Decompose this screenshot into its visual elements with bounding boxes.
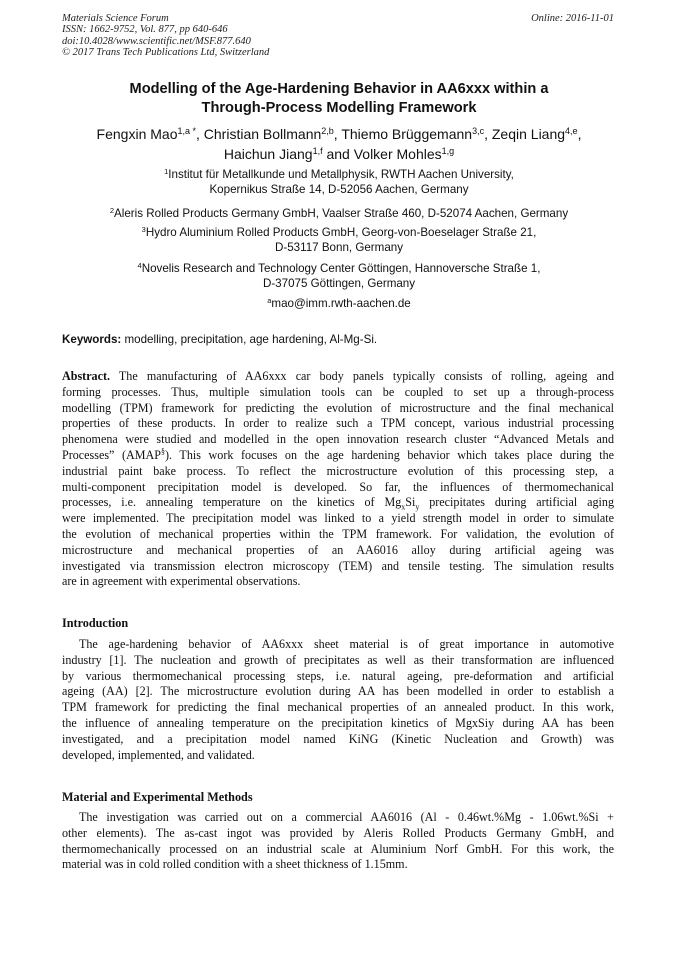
doi-line[interactable]: doi:10.4028/www.scientific.net/MSF.877.640 (62, 35, 251, 47)
author-affil-mark: 1,a * (177, 126, 196, 136)
methods-body: The investigation was carried out on a commercial AA6016 (Al - 0.46wt.%Mg - 1.06wt.%Si + other elements). The as-cast ingot was provided by Aleris Rolled Products Germany GmbH, and thermomechanically processed on an industrial scale at Aluminium Norf GmbH. For this work, the material was in cold rolled condition with a sheet thickness of 1.15mm. (62, 810, 614, 872)
author-line-1: Fengxin Mao$^{1,a *}$, Christian Bollmann$^{2,b}$, Thiemo Brüggemann$^{3,c}$, Zeqin Liang$^{4,e}$, (96, 126, 582, 142)
affiliation-1: $^1$Institut für Metallkunde und Metallphysik, RWTH Aachen University, Kopernikus Straße 14, D-52056 Aachen, Germany (164, 167, 514, 196)
author-affil-mark: 3,c (472, 126, 485, 136)
author-name: Thiemo Brüggemann (341, 126, 473, 142)
issn-line: ISSN: 1662-9752, Vol. 877, pp 640-646 (62, 24, 228, 36)
author-affil-mark: 1,g (441, 146, 455, 156)
keywords-label: Keywords: (62, 333, 122, 346)
author-name: Fengxin Mao (96, 126, 178, 142)
affiliation-3: $^3$Hydro Aluminium Rolled Products GmbH, Georg-von-Boeselager Straße 21, D-53117 Bonn, Germany (141, 225, 537, 254)
copyright-line: © 2017 Trans Tech Publications Ltd, Switzerland (62, 46, 270, 58)
author-name: Christian Bollmann (203, 126, 322, 142)
keywords-text: modelling, precipitation, age hardening, Al-Mg-Si. (121, 333, 378, 346)
affiliation-4: $^4$Novelis Research and Technology Center Göttingen, Hannoversche Straße 1, D-37075 Göttingen, Germany (137, 261, 541, 290)
email-link[interactable]: mao@imm.rwth-aachen.de (271, 297, 411, 310)
abstract: Abstract. The manufacturing of AA6xxx car body panels typically consists of rolling, ageing and forming processes. Thus, multiple simulation tools can be coupled to set up a through-process modelling (TPM) framework for predicting the evolution of microstructure and the final mechanical properties of these products. In order to realize such a TPM concept, various industrial processing phenomena were studied and modelled in the open innovation research cluster “Advanced Metals and Processes” (AMAP§). This work focuses on the age hardening behavior which takes place during the industrial paint bake process. To reflect the microstructure evolution of this processing step, a multi-component precipitation model is developed. So far, the influences of thermomechanical processes, i.e. annealing temperature on the kinetics of $Mg_xSi_y$ precipitates during artificial aging were implemented. The precipitation model was linked to a yield strength model in order to simulate the evolution of mechanical properties within the TPM framework. For validation, the evolution of microstructure and mechanical properties of an AA6016 alloy during artificial ageing was investigated via transmission electron microscopy (TEM) and tensile testing. The simulation results are in agreement with experimental observations. (62, 369, 614, 589)
email-line: $^a$mao@imm.rwth-aachen.de (267, 296, 411, 310)
author-name: Volker Mohles (353, 146, 442, 162)
author-name: Haichun Jiang (223, 146, 313, 162)
title-line-1: Modelling of the Age-Hardening Behavior in AA6xxx within a (129, 81, 549, 97)
title-line-2: Through-Process Modelling Framework (201, 100, 477, 116)
author-affil-mark: 1,f (312, 146, 323, 156)
journal-name: Materials Science Forum (62, 13, 169, 24)
author-line-2: Haichun Jiang$^{1,f}$ and Volker Mohles$^{1,g}$ (223, 146, 455, 162)
journal-header (62, 13, 269, 58)
affiliation-2: $^2$Aleris Rolled Products Germany GmbH, Vaalser Straße 460, D-52074 Aachen, Germany (109, 206, 569, 220)
introduction-body: The age-hardening behavior of AA6xxx sheet material is of great importance in automotive industry [1]. The nucleation and growth of precipitates as well as their transformation are influenced by various thermomechanical processing steps, i.e. natural ageing, pre-deformation and artificial ageing (AA) [2]. The microstructure evolution during AA has been modelled in order to establish a TPM framework for predicting the final mechanical properties of an annealed product. In this work, the influence of annealing temperature on the precipitation kinetics of MgxSiy during AA has been investigated, and a precipitation model named KiNG (Kinetic Nucleation and Growth) was developed, implemented, and validated. (62, 637, 614, 762)
author-name: Zeqin Liang (491, 126, 566, 142)
online-date: Online: 2016-11-01 (531, 13, 614, 24)
author-affil-mark: 4,e (565, 126, 578, 136)
abstract-label: Abstract. (62, 369, 111, 383)
keywords (62, 333, 377, 346)
author-list (48, 124, 630, 164)
paper-title (60, 80, 618, 118)
introduction-heading: Introduction (62, 616, 129, 630)
author-affil-mark: 2,b (321, 126, 334, 136)
methods-heading: Material and Experimental Methods (62, 790, 253, 804)
